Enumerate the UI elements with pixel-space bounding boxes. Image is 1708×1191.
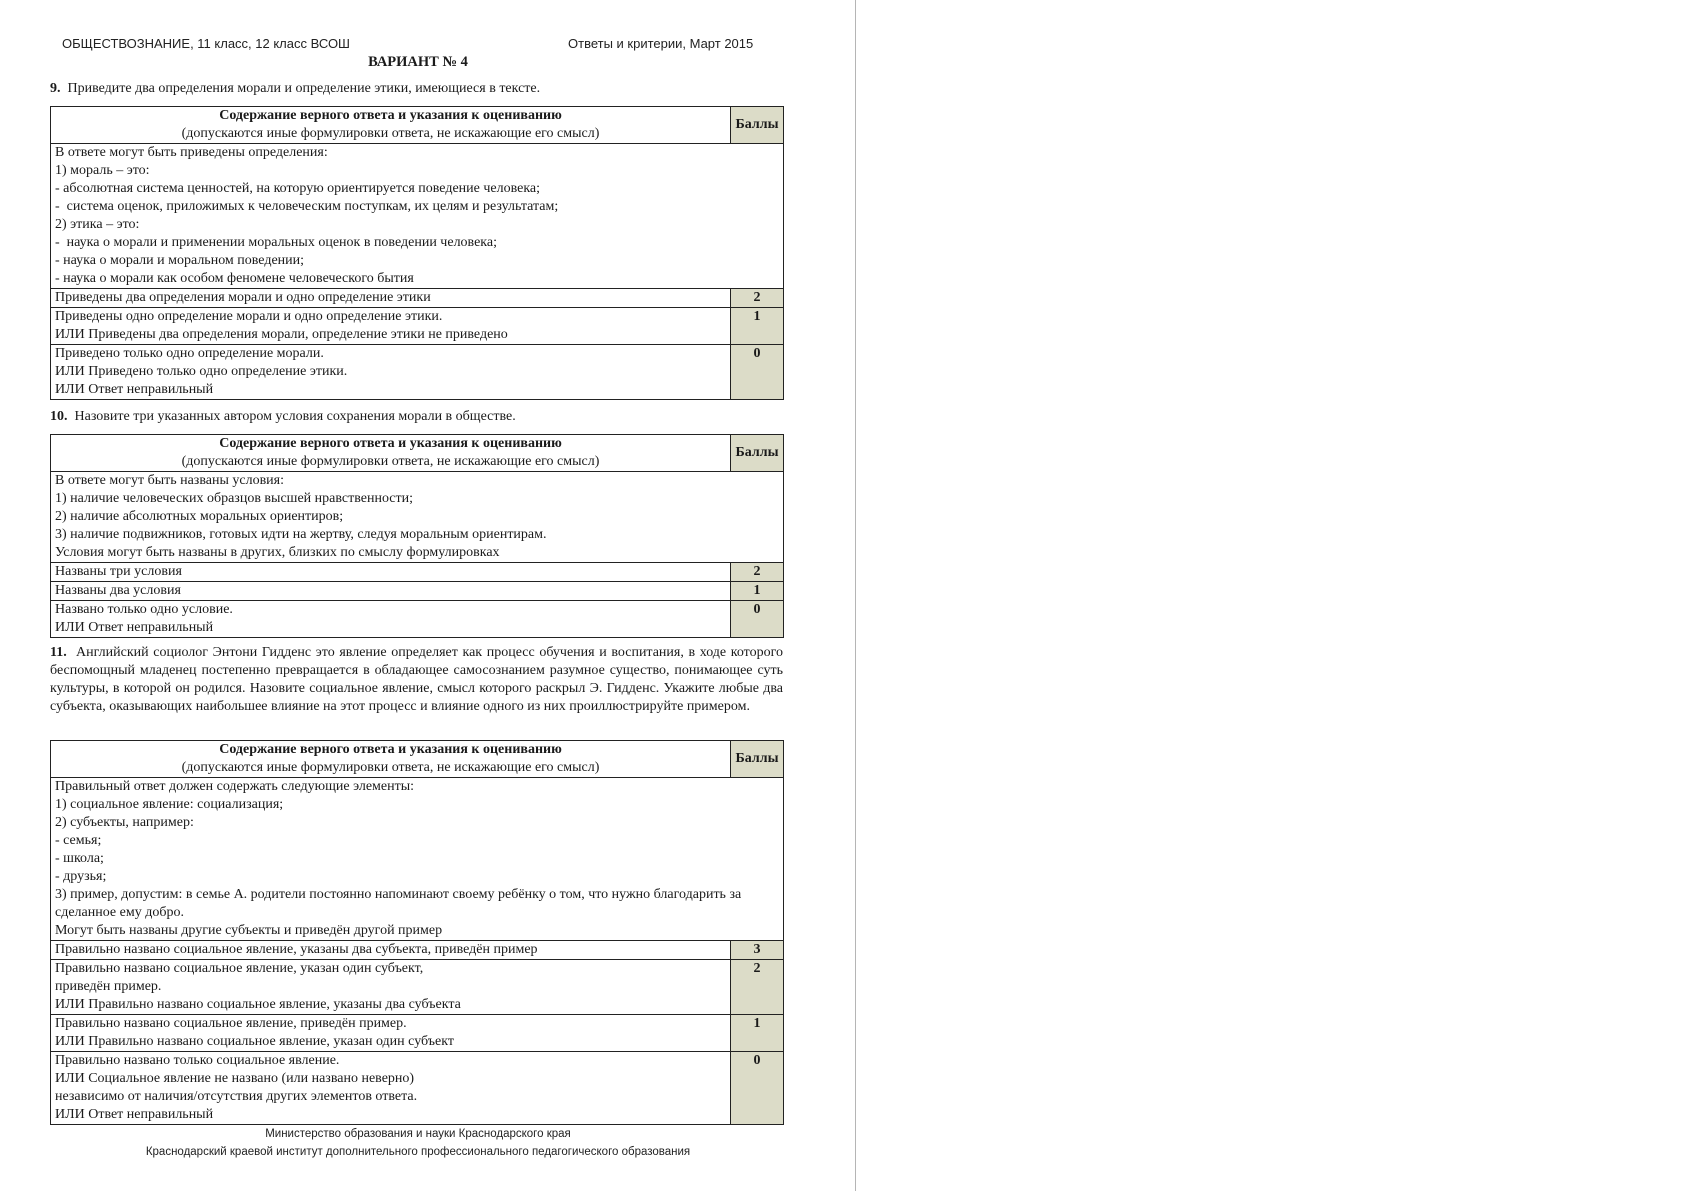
scoring-row [51, 601, 784, 638]
table-header-subtitle: (допускаются иные формулировки ответа, не искажающие его смысл) [181, 760, 600, 775]
answer-row [51, 472, 784, 563]
points-value: 2 [731, 563, 784, 582]
answer-content-cell [51, 144, 784, 289]
table-text-line: 1) наличие человеческих образцов высшей нравственности; [55, 491, 414, 506]
table-text-line: - наука о морали как особом феномене человеческого бытия [55, 271, 414, 286]
points-value: 1 [731, 582, 784, 601]
table-text-line: В ответе могут быть названы условия: [55, 473, 285, 488]
table-text-line: Могут быть названы другие субъекты и приведён другой пример [55, 923, 443, 938]
scoring-row [51, 308, 784, 345]
points-value: 1 [731, 308, 784, 345]
table-text-line: ИЛИ Ответ неправильный [55, 382, 214, 397]
table-text-line: ИЛИ Правильно названо социальное явление, указаны два субъекта [55, 997, 461, 1012]
table-text-line: ИЛИ Ответ неправильный [55, 1107, 214, 1122]
table-header-title: Содержание верного ответа и указания к оцениванию [219, 108, 562, 123]
table-text-line: ИЛИ Ответ неправильный [55, 620, 214, 635]
answer-row [51, 778, 784, 941]
scoring-row [51, 1052, 784, 1125]
criteria-table-10 [50, 434, 784, 638]
table-text-line: Названо только одно условие. [55, 602, 233, 617]
table-text-line: 2) наличие абсолютных моральных ориентиров; [55, 509, 344, 524]
table-text-line: 2) этика – это: [55, 217, 140, 232]
table-text-line: 1) социальное явление: социализация; [55, 797, 284, 812]
table-text-line: Приведено только одно определение морали. [55, 346, 324, 361]
criteria-table-11 [50, 740, 784, 1125]
table-header-subtitle: (допускаются иные формулировки ответа, не искажающие его смысл) [181, 454, 600, 469]
table-text-line: В ответе могут быть приведены определения: [55, 145, 328, 160]
question-text: Назовите три указанных автором условия сохранения морали в обществе. [74, 409, 516, 424]
table-text-line: Названы три условия [55, 564, 182, 579]
table-text-line: Правильно названо социальное явление, указан один субъект, [55, 961, 424, 976]
table-text-line: - абсолютная система ценностей, на которую ориентируется поведение человека; [55, 181, 541, 196]
scoring-row [51, 345, 784, 400]
header-subject: ОБЩЕСТВОЗНАНИЕ, 11 класс, 12 класс ВСОШ [62, 36, 350, 51]
points-value: 0 [731, 1052, 784, 1125]
table-header-title: Содержание верного ответа и указания к оцениванию [219, 742, 562, 757]
scoring-criterion-cell [51, 1052, 731, 1125]
points-value: 2 [731, 960, 784, 1015]
points-header: Баллы [731, 435, 784, 472]
scoring-criterion-cell [51, 289, 731, 308]
table-text-line: 3) пример, допустим: в семье А. родители постоянно напоминают своему ребёнку о том, что нужно благодарить за сделанное ему добро. [55, 887, 745, 920]
table-text-line: Правильно названо социальное явление, указаны два субъекта, приведён пример [55, 942, 538, 957]
table-header-row [51, 107, 784, 144]
scoring-criterion-cell [51, 941, 731, 960]
footer-institute: Краснодарский краевой институт дополнительного профессионального педагогического образования [145, 1146, 691, 1158]
answer-content-cell [51, 472, 784, 563]
scoring-row [51, 289, 784, 308]
answer-row [51, 144, 784, 289]
scoring-criterion-cell [51, 1015, 731, 1052]
page-divider [855, 0, 856, 1191]
question-10 [50, 408, 783, 426]
question-number: 10. [50, 409, 68, 424]
header-doc-type: Ответы и критерии, Март 2015 [568, 36, 754, 51]
footer-ministry: Министерство образования и науки Краснодарского края [265, 1128, 571, 1140]
table-text-line: 2) субъекты, например: [55, 815, 194, 830]
points-value: 0 [731, 345, 784, 400]
criteria-table-9 [50, 106, 784, 400]
points-header: Баллы [731, 741, 784, 778]
table-text-line: ИЛИ Приведено только одно определение этики. [55, 364, 348, 379]
variant-title: ВАРИАНТ № 4 [368, 54, 468, 70]
points-value: 3 [731, 941, 784, 960]
question-text: Английский социолог Энтони Гидденс это явление определяет как процесс обучения и воспитания, в ходе которого беспомощный младенец постепенно превращается в обладающее самосознанием разумное существо, понимающее суть культуры, в которой он родился. Назовите социальное явление, смысл которого раскрыл Э. Гидденс. Укажите любые два субъекта, оказывающих наибольшее влияние на этот процесс и влияние одного из них проиллюстрируйте примером. [50, 645, 784, 714]
table-text-line: - система оценок, приложимых к человеческим поступкам, их целям и результатам; [55, 199, 559, 214]
table-header-title: Содержание верного ответа и указания к оцениванию [219, 436, 562, 451]
table-text-line: ИЛИ Приведены два определения морали, определение этики не приведено [55, 327, 508, 342]
table-text-line: Приведены одно определение морали и одно определение этики. [55, 309, 443, 324]
scoring-criterion-cell [51, 960, 731, 1015]
table-text-line: 1) мораль – это: [55, 163, 150, 178]
table-header-row [51, 435, 784, 472]
points-value: 0 [731, 601, 784, 638]
scoring-row [51, 1015, 784, 1052]
scoring-criterion-cell [51, 308, 731, 345]
table-text-line: ИЛИ Социальное явление не названо (или названо неверно) [55, 1071, 415, 1086]
table-text-line: Правильно названо социальное явление, приведён пример. [55, 1016, 407, 1031]
table-text-line: Названы два условия [55, 583, 181, 598]
scoring-row [51, 582, 784, 601]
table-text-line: 3) наличие подвижников, готовых идти на жертву, следуя моральным ориентирам. [55, 527, 547, 542]
table-text-line: ИЛИ Правильно названо социальное явление, указан один субъект [55, 1034, 454, 1049]
points-value: 1 [731, 1015, 784, 1052]
table-text-line: - наука о морали и применении моральных оценок в поведении человека; [55, 235, 497, 250]
table-text-line: - наука о морали и моральном поведении; [55, 253, 305, 268]
table-header-cell [51, 435, 731, 472]
table-text-line: Условия могут быть названы в других, близких по смыслу формулировках [55, 545, 500, 560]
scoring-criterion-cell [51, 563, 731, 582]
table-text-line: приведён пример. [55, 979, 162, 994]
table-header-row [51, 741, 784, 778]
scoring-criterion-cell [51, 601, 731, 638]
question-9 [50, 80, 783, 98]
points-header: Баллы [731, 107, 784, 144]
table-text-line: - семья; [55, 833, 102, 848]
table-text-line: Правильно названо только социальное явление. [55, 1053, 340, 1068]
answer-content-cell [51, 778, 784, 941]
table-header-cell [51, 107, 731, 144]
scoring-row [51, 941, 784, 960]
scoring-row [51, 960, 784, 1015]
table-header-cell [51, 741, 731, 778]
table-text-line: Правильный ответ должен содержать следующие элементы: [55, 779, 415, 794]
scoring-criterion-cell [51, 345, 731, 400]
scoring-row [51, 563, 784, 582]
table-text-line: - друзья; [55, 869, 107, 884]
table-text-line: Приведены два определения морали и одно определение этики [55, 290, 431, 305]
points-value: 2 [731, 289, 784, 308]
table-text-line: независимо от наличия/отсутствия других элементов ответа. [55, 1089, 418, 1104]
table-text-line: - школа; [55, 851, 104, 866]
question-text: Приведите два определения морали и определение этики, имеющиеся в тексте. [67, 81, 541, 96]
question-11 [50, 644, 783, 716]
question-number: 9. [50, 81, 61, 96]
scoring-criterion-cell [51, 582, 731, 601]
table-header-subtitle: (допускаются иные формулировки ответа, не искажающие его смысл) [181, 126, 600, 141]
question-number: 11. [50, 645, 67, 660]
